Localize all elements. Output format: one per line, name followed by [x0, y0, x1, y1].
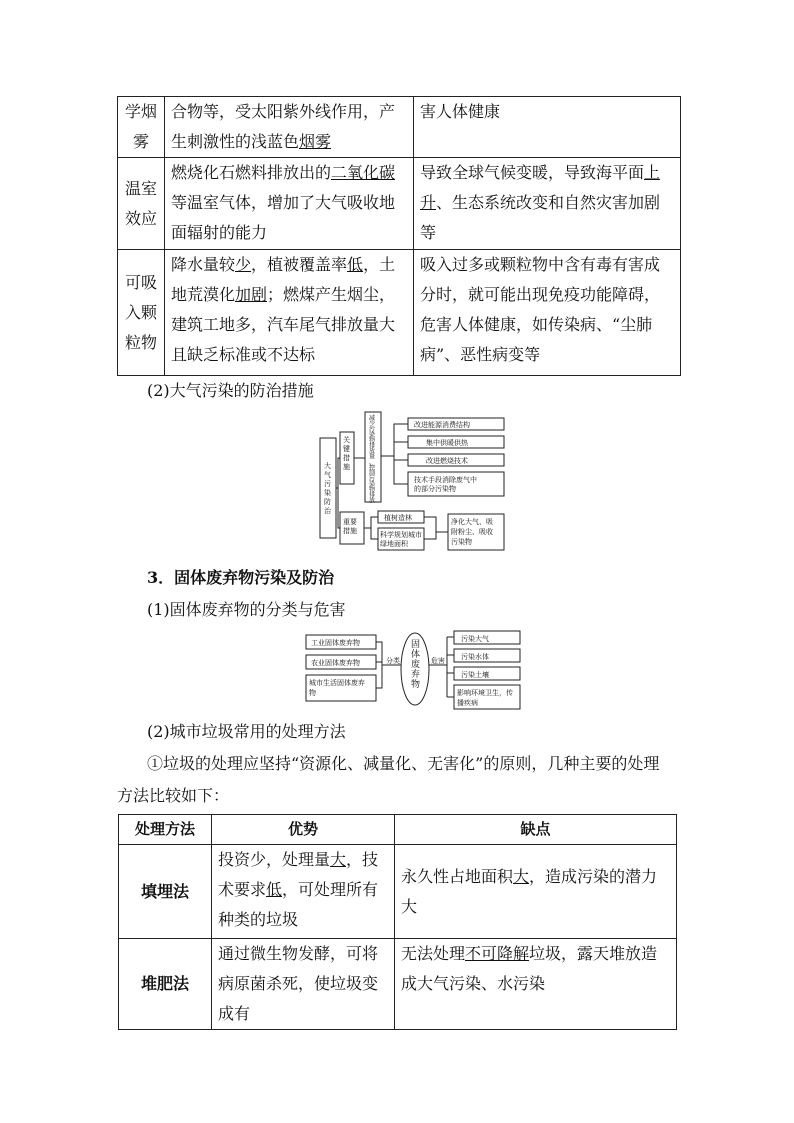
cause-cell: 降水量较少，植被覆盖率低，土地荒漠化加剧；燃煤产生烟尘，建筑工地多，汽车尾气排放量大且缺乏标准或不达标 — [165, 250, 414, 376]
table-header-row — [119, 815, 677, 845]
disadvantage-cell: 永久性占地面积大，造成污染的潜力大 — [395, 845, 677, 939]
method-cell: 堆肥法 — [119, 939, 212, 1030]
harm-item: 影响环境卫生，传播疾病 — [457, 689, 513, 707]
table-row — [118, 97, 681, 158]
table-row — [119, 845, 677, 939]
harm-item: 污染水体 — [461, 653, 489, 661]
row-head: 可吸入颗粒物 — [118, 250, 165, 376]
solid-waste-diagram — [304, 629, 524, 711]
harm-cell: 害人体健康 — [414, 97, 681, 158]
diagram-root-label: 大气污染防治 — [324, 462, 331, 515]
waste-category: 农业固体废弃物 — [311, 659, 360, 667]
effect-label: 净化大气、吸附粉尘、吸收污染物 — [451, 518, 493, 546]
advantage-cell: 投资少，处理量大，技术要求低，可处理所有种类的垃圾 — [212, 845, 395, 939]
important-measure-label: 重要措施 — [343, 518, 357, 535]
column-header: 缺点 — [395, 815, 677, 845]
harm-label: 危害 — [431, 657, 445, 665]
column-header: 处理方法 — [119, 815, 212, 845]
prevention-diagram — [318, 408, 510, 552]
subsection-heading: (2)城市垃圾常用的处理方法 — [147, 722, 346, 741]
advantage-cell: 通过微生物发酵，可将病原菌杀死，使垃圾变成有 — [212, 939, 395, 1030]
reduce-emission-label: 减少污染物排放量，控制污染物排放 — [369, 415, 376, 505]
table-row — [119, 939, 677, 1030]
measure-item: 改进能源消费结构 — [414, 421, 470, 429]
section-heading: (2)大气污染的防治措施 — [147, 381, 314, 400]
important-item: 植树造林 — [384, 514, 412, 522]
measure-item: 改进燃烧技术 — [426, 457, 468, 465]
harm-cell: 导致全球气候变暖，导致海平面上升、生态系统改变和自然灾害加剧等 — [414, 158, 681, 250]
harm-item: 污染大气 — [461, 635, 489, 643]
pollution-table — [117, 96, 681, 376]
table-row — [118, 158, 681, 250]
paragraph-line: 方法比较如下： — [117, 786, 230, 805]
harm-cell: 吸入过多或颗粒物中含有毒有害成分时，就可能出现免疫功能障碍，危害人体健康，如传染病、“尘肺病”、恶性病变等 — [414, 250, 681, 376]
measure-item: 技术手段消除废气中的部分污染物 — [414, 476, 477, 493]
disadvantage-cell: 无法处理不可降解垃圾，露天堆放造成大气污染、水污染 — [395, 939, 677, 1030]
row-head: 学烟雾 — [118, 97, 165, 158]
method-cell: 填埋法 — [119, 845, 212, 939]
row-head: 温室效应 — [118, 158, 165, 250]
paragraph-line: ①垃圾的处理应坚持“资源化、减量化、无害化”的原则，几种主要的处理 — [147, 754, 660, 773]
column-header: 优势 — [212, 815, 395, 845]
table-row — [118, 250, 681, 376]
important-item: 科学规划城市绿地面积 — [380, 531, 422, 548]
waste-category: 工业固体废弃物 — [311, 639, 360, 647]
center-label: 固体废弃物 — [411, 640, 421, 690]
waste-method-table — [118, 814, 677, 1030]
section-heading: 3．固体废弃物污染及防治 — [147, 568, 335, 587]
harm-item: 污染土壤 — [461, 671, 489, 679]
subsection-heading: (1)固体废弃物的分类与危害 — [147, 600, 346, 619]
cause-cell: 燃烧化石燃料排放出的二氧化碳等温室气体，增加了大气吸收地面辐射的能力 — [165, 158, 414, 250]
waste-category: 城市生活固体废弃物 — [309, 679, 365, 697]
classify-label: 分类 — [386, 657, 400, 665]
cause-cell: 合物等，受太阳紫外线作用，产生刺激性的浅蓝色烟雾 — [165, 97, 414, 158]
key-measure-label: 关键措施 — [343, 436, 350, 471]
measure-item: 集中供暖供热 — [426, 439, 468, 447]
